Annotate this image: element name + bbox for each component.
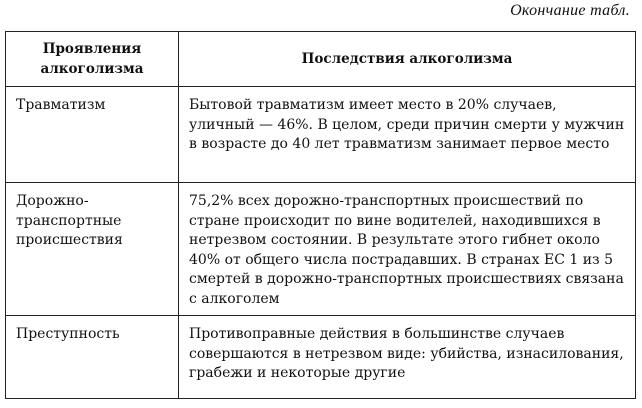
table-row xyxy=(6,316,636,399)
header-row xyxy=(6,32,636,87)
table-row xyxy=(6,87,636,183)
table-caption: Окончание табл. xyxy=(510,2,630,19)
alcoholism-table xyxy=(5,31,636,399)
header-manifestation: Проявления алкоголизма xyxy=(6,32,179,87)
manifestation-cell: Преступность xyxy=(6,316,179,399)
consequence-cell: Бытовой травматизм имеет место в 20% случаев, уличный — 46%. В целом, среди причин смерти у мужчин в возрасте до 40 лет травматизм занимает первое место xyxy=(179,87,636,183)
consequence-cell: Противоправные действия в большинстве случаев совершаются в нетрезвом виде: убийства, изнасилования, грабежи и некоторые другие xyxy=(179,316,636,399)
manifestation-cell: Дорожно-транспортные происшествия xyxy=(6,183,179,316)
consequence-cell: 75,2% всех дорожно-транспортных происшествий по стране происходит по вине водителей, находившихся в нетрезвом состоянии. В результате этого гибнет около 40% от общего числа пострадавших. В странах ЕС 1 из 5 смертей в дорожно-транспортных происшествиях связана с алкоголем xyxy=(179,183,636,316)
header-consequence: Последствия алкоголизма xyxy=(179,32,636,87)
manifestation-cell: Травматизм xyxy=(6,87,179,183)
table-row xyxy=(6,183,636,316)
